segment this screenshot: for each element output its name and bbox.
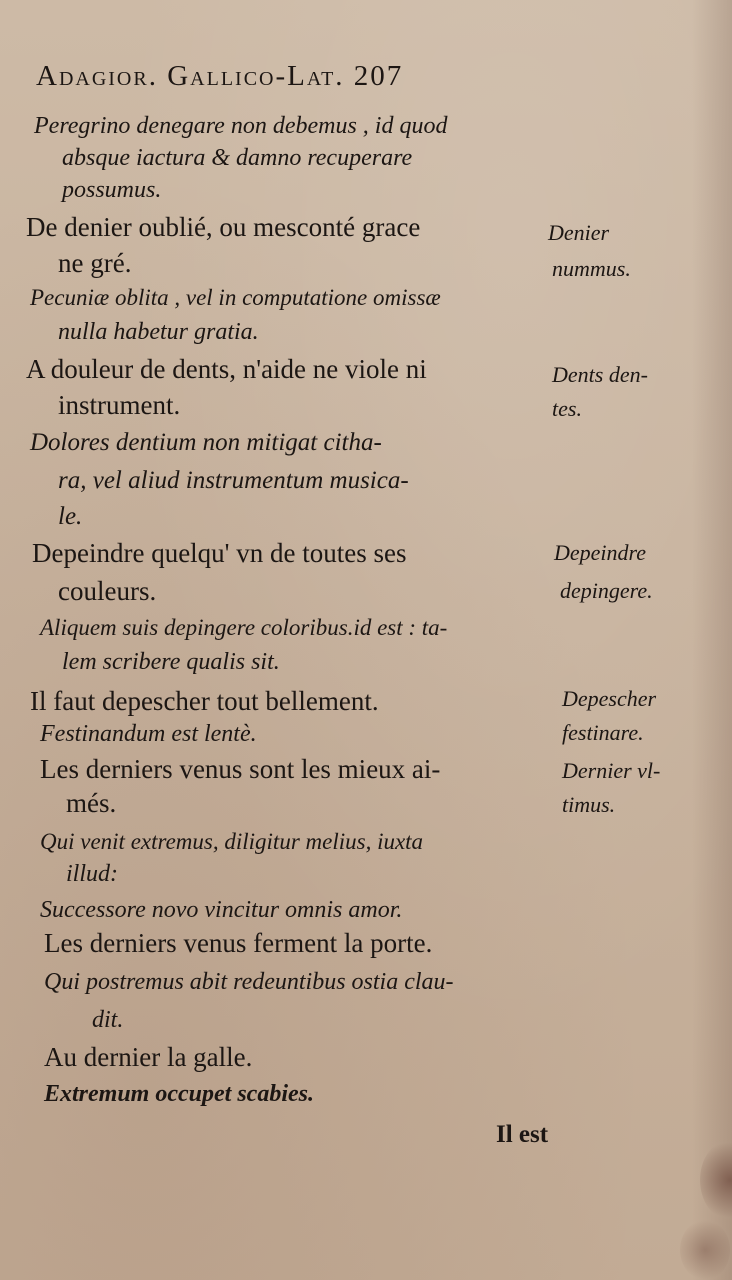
text-line: Peregrino denegare non debemus , id quod [34,113,448,139]
text-line: A douleur de dents, n'aide ne viole ni [26,354,427,384]
text-line: possumus. [62,177,162,203]
margin-note: festinare. [562,720,644,745]
text-line: Aliquem suis depingere coloribus.id est : ta- [40,615,448,640]
text-line: més. [66,788,117,818]
catchword: Il est [496,1121,549,1148]
text-line: Il faut depescher tout bellement. [30,686,379,716]
margin-note: nummus. [552,256,631,281]
text-line: le. [58,503,83,530]
margin-note: timus. [562,792,616,817]
text-line: Au dernier la galle. [44,1042,253,1072]
text-line: Successore novo vincitur omnis amor. [40,897,403,923]
running-head: Adagior. Gallico-Lat. 207 [36,60,404,92]
text-line: lem scribere qualis sit. [62,649,280,675]
text-line: De denier oublié, ou mesconté grace [26,212,421,242]
text-line: Pecuniæ oblita , vel in computatione omissæ [30,285,441,310]
text-line: Les derniers venus sont les mieux ai- [40,754,441,784]
margin-note: tes. [552,396,582,421]
text-line: illud: [66,861,118,887]
text-line: Depeindre quelqu' vn de toutes ses [32,538,407,568]
text-line: couleurs. [58,576,157,606]
text-line: absque iactura & damno recuperare [62,145,413,171]
margin-note: Dents den- [552,362,648,387]
text-line: ne gré. [58,248,132,278]
margin-note: depingere. [560,578,653,603]
margin-note: Depeindre [554,540,647,565]
text-line: Qui venit extremus, diligitur melius, iuxta [40,829,424,854]
margin-note: Depescher [562,686,657,711]
ink-stain [680,1220,730,1280]
text-line: Festinandum est lentè. [40,721,257,747]
text-line: nulla habetur gratia. [58,319,259,345]
text-line: Qui postremus abit redeuntibus ostia clau- [44,969,454,995]
page-edge-shadow [692,0,732,1280]
text-line: ra, vel aliud instrumentum musica- [58,467,409,494]
text-line: dit. [92,1007,124,1033]
text-line: Dolores dentium non mitigat citha- [30,429,382,456]
text-line: Les derniers venus ferment la porte. [44,928,433,958]
margin-note: Denier [548,220,610,245]
margin-note: Dernier vl- [562,758,661,783]
text-line: Extremum occupet scabies. [44,1081,314,1107]
text-line: instrument. [58,390,181,420]
